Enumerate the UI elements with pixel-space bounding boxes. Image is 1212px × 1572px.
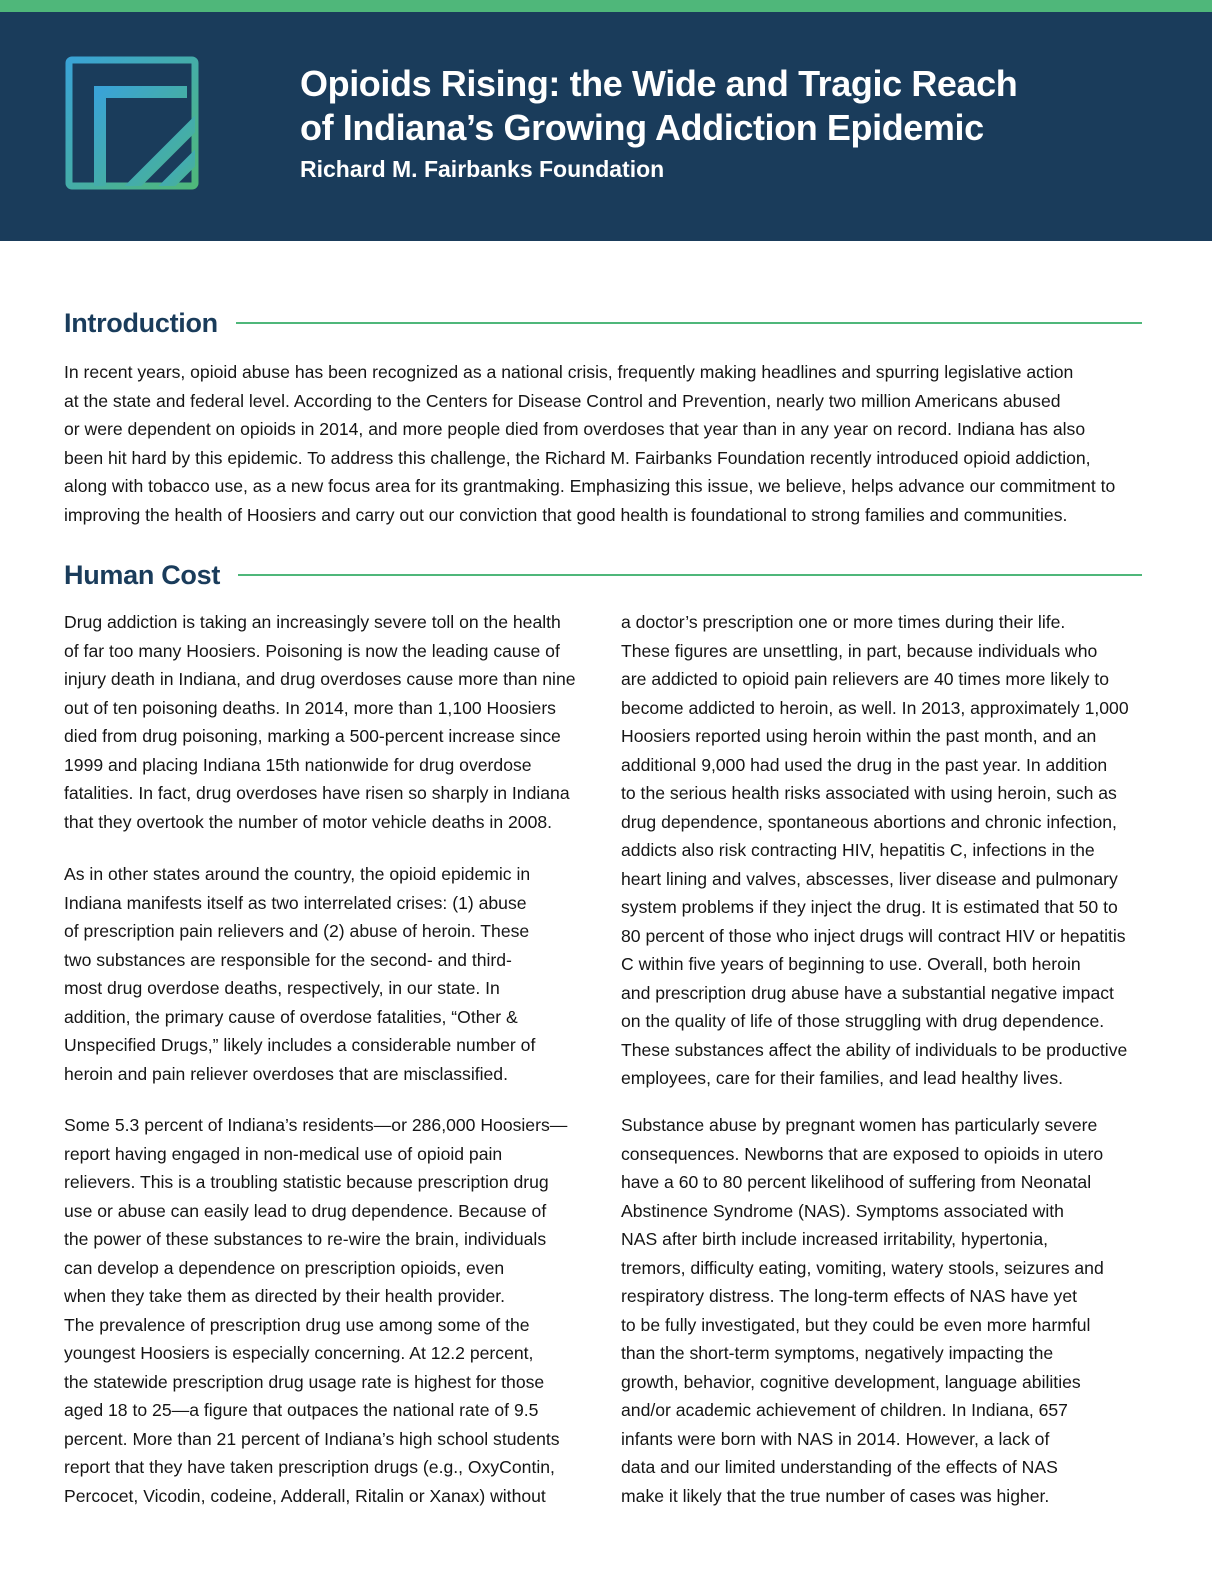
text-line: on the quality of life of those struggling with drug dependence.	[621, 1011, 1105, 1031]
text-line: become addicted to heroin, as well. In 2013, approximately 1,000	[621, 697, 1129, 718]
text-line: Indiana manifests itself as two interrelated crises: (1) abuse	[64, 892, 527, 913]
text-line: out of ten poisoning deaths. In 2014, more than 1,100 Hoosiers	[64, 697, 556, 718]
text-line: percent. More than 21 percent of Indiana’s high school students	[64, 1428, 560, 1449]
text-line: of far too many Hoosiers. Poisoning is now the leading cause of	[64, 640, 560, 661]
text-line: The prevalence of prescription drug use among some of the	[64, 1314, 530, 1335]
text-line: that they overtook the number of motor vehicle deaths in 2008.	[64, 811, 553, 832]
text-line: two substances are responsible for the second- and third-	[64, 949, 512, 970]
section-heading-human-cost	[64, 557, 1142, 593]
report-title	[300, 62, 1160, 150]
text-line: heart lining and valves, abscesses, liver disease and pulmonary	[621, 868, 1118, 889]
report-title-line-1: Opioids Rising: the Wide and Tragic Reach	[300, 63, 1018, 104]
text-line: been hit hard by this epidemic. To address this challenge, the Richard M. Fairbanks Foundation recently introduced opioid addiction,	[64, 447, 1091, 468]
text-line: and/or academic achievement of children. In Indiana, 657	[621, 1400, 1068, 1420]
text-line: died from drug poisoning, marking a 500-percent increase since	[64, 726, 561, 746]
text-line: growth, behavior, cognitive development, language abilities	[621, 1371, 1081, 1392]
text-line: system problems if they inject the drug. It is estimated that 50 to	[621, 897, 1118, 917]
text-line: most drug overdose deaths, respectively, in our state. In	[64, 978, 500, 998]
text-line: These substances affect the ability of individuals to be productive	[621, 1039, 1128, 1060]
text-line: make it likely that the true number of cases was higher.	[621, 1485, 1050, 1506]
text-line: In recent years, opioid abuse has been recognized as a national crisis, frequently making headlines and spurring legislative action	[64, 362, 1074, 382]
left-column-paragraph-2	[64, 860, 584, 1088]
section-divider-rule	[238, 574, 1142, 576]
text-line: data and our limited understanding of the effects of NAS	[621, 1457, 1058, 1477]
text-line: As in other states around the country, the opioid epidemic in	[64, 864, 531, 884]
text-line: Substance abuse by pregnant women has particularly severe	[621, 1115, 1098, 1135]
report-subtitle: Richard M. Fairbanks Foundation	[300, 156, 665, 182]
text-line: drug dependence, spontaneous abortions and chronic infection,	[621, 811, 1117, 832]
text-line: 80 percent of those who inject drugs will contract HIV or hepatitis	[621, 925, 1126, 946]
top-accent-stripe	[0, 0, 1212, 12]
text-line: consequences. Newborns that are exposed to opioids in utero	[621, 1143, 1104, 1164]
text-line: than the short-term symptoms, negatively impacting the	[621, 1343, 1054, 1363]
text-line: Hoosiers reported using heroin within the past month, and an	[621, 726, 1097, 746]
text-line: are addicted to opioid pain relievers are 40 times more likely to	[621, 669, 1109, 689]
text-line: employees, care for their families, and lead healthy lives.	[621, 1068, 1064, 1088]
text-line: relievers. This is a troubling statistic because prescription drug	[64, 1172, 549, 1192]
text-line: NAS after birth include increased irritability, hypertonia,	[621, 1229, 1049, 1249]
text-line: heroin and pain reliever overdoses that are misclassified.	[64, 1063, 508, 1084]
text-line: can develop a dependence on prescription opioids, even	[64, 1257, 505, 1278]
text-line: additional 9,000 had used the drug in the past year. In addition	[621, 754, 1108, 775]
text-line: respiratory distress. The long-term effects of NAS have yet	[621, 1286, 1078, 1306]
text-line: to be fully investigated, but they could be even more harmful	[621, 1314, 1091, 1335]
right-column-paragraph-1	[621, 608, 1151, 1093]
section-divider-rule	[236, 322, 1142, 324]
section-heading-text: Human Cost	[64, 559, 221, 590]
text-line: Drug addiction is taking an increasingly severe toll on the health	[64, 612, 561, 632]
text-line: of prescription pain relievers and (2) abuse of heroin. These	[64, 921, 530, 941]
right-column-paragraph-2	[621, 1111, 1151, 1510]
text-line: when they take them as directed by their health provider.	[64, 1286, 506, 1306]
foundation-logo-icon	[65, 56, 199, 190]
intro-paragraph	[64, 358, 1144, 529]
text-line: Percocet, Vicodin, codeine, Adderall, Ritalin or Xanax) without	[64, 1485, 546, 1506]
report-title-line-2: of Indiana’s Growing Addiction Epidemic	[300, 107, 984, 148]
text-line: youngest Hoosiers is especially concerning. At 12.2 percent,	[64, 1343, 534, 1363]
text-line: at the state and federal level. According to the Centers for Disease Control and Prevention, nearly two million Americans abused	[64, 390, 1061, 411]
text-line: use or abuse can easily lead to drug dependence. Because of	[64, 1200, 547, 1221]
text-line: the power of these substances to re-wire the brain, individuals	[64, 1229, 547, 1249]
text-line: fatalities. In fact, drug overdoses have risen so sharply in Indiana	[64, 783, 570, 803]
text-line: Abstinence Syndrome (NAS). Symptoms associated with	[621, 1200, 1064, 1221]
text-line: report that they have taken prescription drugs (e.g., OxyContin,	[64, 1457, 555, 1477]
text-line: tremors, difficulty eating, vomiting, watery stools, seizures and	[621, 1257, 1104, 1278]
text-line: report having engaged in non-medical use of opioid pain	[64, 1143, 503, 1164]
text-line: Unspecified Drugs,” likely includes a considerable number of	[64, 1035, 536, 1055]
text-line: aged 18 to 25—a figure that outpaces the national rate of 9.5	[64, 1400, 539, 1420]
text-line: infants were born with NAS in 2014. However, a lack of	[621, 1428, 1050, 1449]
text-line: injury death in Indiana, and drug overdoses cause more than nine	[64, 669, 576, 689]
text-line: addicts also risk contracting HIV, hepatitis C, infections in the	[621, 840, 1095, 860]
text-line: 1999 and placing Indiana 15th nationwide for drug overdose	[64, 754, 532, 775]
text-line: improving the health of Hoosiers and carry out our conviction that good health is foundational to strong families and communities.	[64, 504, 1068, 525]
text-line: addition, the primary cause of overdose fatalities, “Other &	[64, 1006, 518, 1027]
text-line: along with tobacco use, as a new focus area for its grantmaking. Emphasizing this issue, we believe, helps advance our commitment to	[64, 476, 1116, 496]
text-line: have a 60 to 80 percent likelihood of suffering from Neonatal	[621, 1172, 1092, 1192]
text-line: the statewide prescription drug usage rate is highest for those	[64, 1371, 545, 1392]
text-line: or were dependent on opioids in 2014, and more people died from overdoses that year than in any year on record. Indiana has also	[64, 419, 1086, 439]
text-line: and prescription drug abuse have a substantial negative impact	[621, 982, 1114, 1003]
text-line: These figures are unsettling, in part, because individuals who	[621, 640, 1098, 661]
left-column-paragraph-3	[64, 1111, 584, 1510]
text-line: to the serious health risks associated with using heroin, such as	[621, 783, 1117, 803]
text-line: Some 5.3 percent of Indiana’s residents—or 286,000 Hoosiers—	[64, 1115, 568, 1135]
section-heading-introduction	[64, 305, 1142, 341]
section-heading-text: Introduction	[64, 307, 218, 338]
left-column-paragraph-1	[64, 608, 584, 836]
text-line: a doctor’s prescription one or more times during their life.	[621, 612, 1066, 632]
text-line: C within five years of beginning to use. Overall, both heroin	[621, 954, 1081, 974]
